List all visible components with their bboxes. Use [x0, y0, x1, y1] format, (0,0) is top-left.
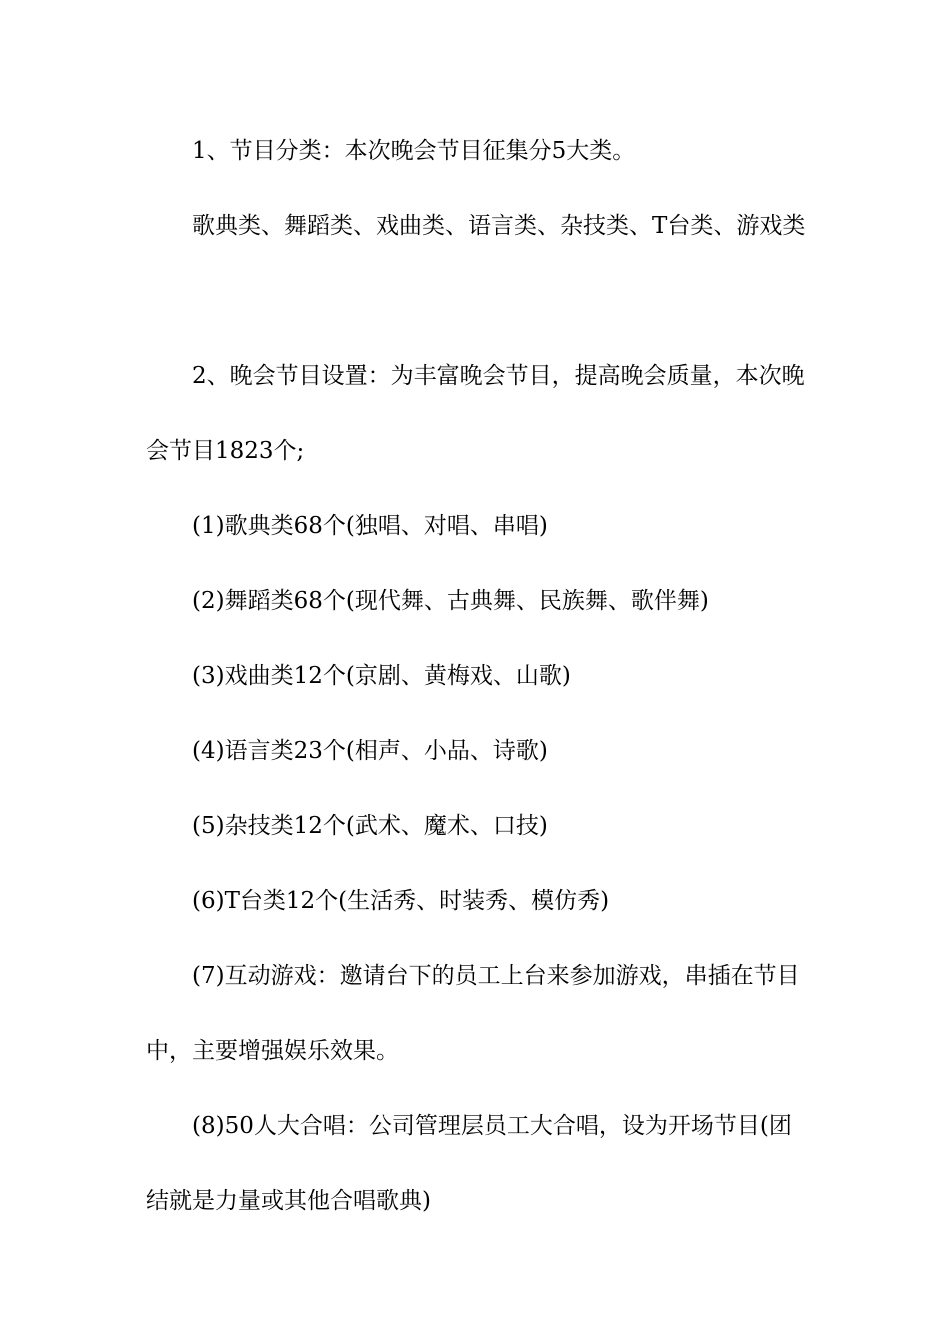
paragraph-category-list: 歌典类、舞蹈类、戏曲类、语言类、杂技类、T台类、游戏类 — [192, 213, 806, 239]
list-item-opera: (3)戏曲类12个(京剧、黄梅戏、山歌) — [192, 663, 571, 689]
list-item-interactive-games: (7)互动游戏：邀请台下的员工上台来参加游戏，串插在节目中，主要增强娱乐效果。 — [146, 963, 800, 1064]
list-item-songs: (1)歌典类68个(独唱、对唱、串唱) — [192, 513, 548, 539]
paragraph-program-categories: 1、节目分类：本次晚会节目征集分5大类。 — [192, 138, 636, 164]
list-item-language: (4)语言类23个(相声、小品、诗歌) — [192, 738, 548, 764]
list-item-dance: (2)舞蹈类68个(现代舞、古典舞、民族舞、歌伴舞) — [192, 588, 709, 614]
list-item-runway: (6)T台类12个(生活秀、时装秀、模仿秀) — [192, 888, 610, 914]
list-item-chorus: (8)50人大合唱：公司管理层员工大合唱，设为开场节目(团结就是力量或其他合唱歌典) — [146, 1113, 792, 1214]
paragraph-program-settings: 2、晚会节目设置：为丰富晚会节目，提高晚会质量，本次晚会节目1823个; — [146, 363, 805, 464]
list-item-acrobatics: (5)杂技类12个(武术、魔术、口技) — [192, 813, 548, 839]
